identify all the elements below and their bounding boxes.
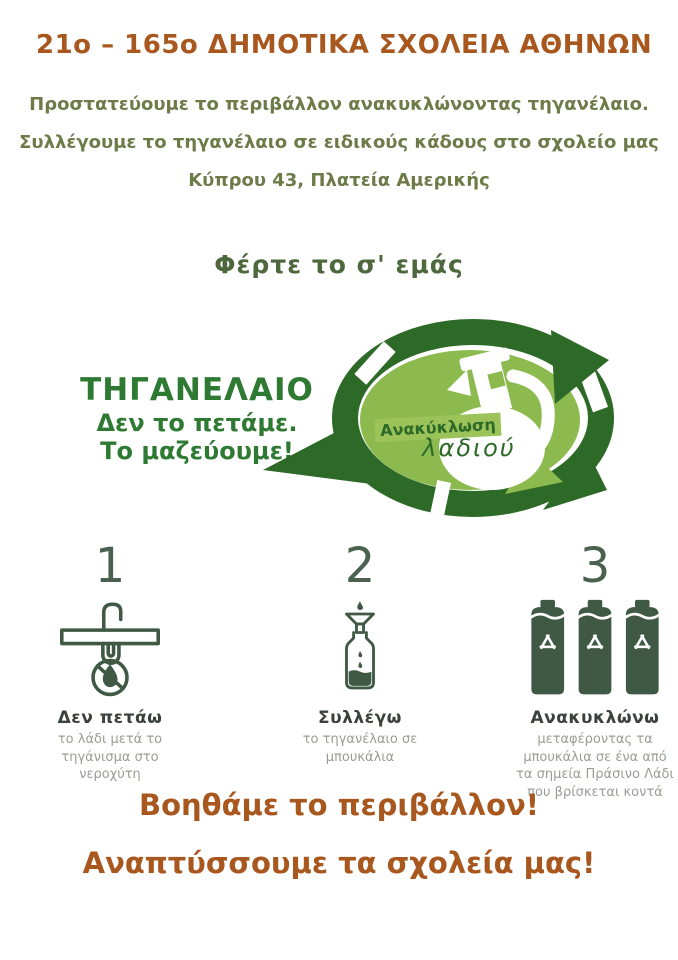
badge-top-label: Ανακύκλωση: [379, 414, 497, 440]
bottle-1: [531, 600, 564, 695]
step-3-number: 3: [579, 538, 611, 594]
call-to-action: Φέρτε το σ' εμάς: [214, 250, 464, 279]
oil-recycling-logo: [255, 314, 625, 534]
step-2: [280, 538, 440, 766]
step-2-title: Συλλέγω: [318, 708, 402, 728]
intro-text: [0, 86, 678, 200]
step-1-number: 1: [94, 538, 126, 594]
step-2-number: 2: [344, 538, 376, 594]
sink-no-oil-icon: [50, 598, 170, 698]
step-3-description: μεταφέροντας τα μπουκάλια σε ένα από τα σημεία Πράσινο Λάδι που βρίσκεται κοντά: [516, 732, 674, 800]
intro-line-2: Συλλέγουμε το τηγανέλαιο σε ειδικούς κάδους στο σχολείο μας: [19, 132, 659, 153]
footer-line-1: Βοηθάμε το περιβάλλον!: [138, 788, 540, 822]
step-1-title: Δεν πετάω: [57, 708, 163, 728]
page-title: 21ο – 165ο ΔΗΜΟΤΙΚΑ ΣΧΟΛΕΙΑ ΑΘΗΝΩΝ: [36, 30, 653, 60]
recycle-bottles-icon: [521, 598, 669, 698]
intro-line-1: Προστατεύουμε το περιβάλλον ανακυκλώνοντας τηγανέλαιο.: [29, 94, 649, 115]
footer-line-2: Αναπτύσσουμε τα σχολεία μας!: [82, 846, 596, 880]
bottle-funnel-icon: [328, 598, 392, 694]
logo-subline-1: Δεν το πετάμε.: [96, 408, 298, 437]
step-1-description: το λάδι μετά το τηγάνισμα στο νεροχύτη: [57, 732, 163, 783]
logo-headline: ΤΗΓΑΝΕΛΑΙΟ: [80, 372, 314, 408]
logo-subline-2: Το μαζεύουμε!: [100, 436, 294, 465]
bottle-3: [626, 600, 659, 695]
badge-bottom-label: λαδιού: [422, 434, 516, 462]
step-2-description: το τηγανέλαιο σε μπουκάλια: [302, 732, 418, 765]
step-3: [515, 538, 675, 801]
intro-line-3: Κύπρου 43, Πλατεία Αμερικής: [188, 170, 490, 191]
bottle-2: [579, 600, 612, 695]
step-1: [30, 538, 190, 784]
step-3-title: Ανακυκλώνω: [530, 708, 660, 728]
